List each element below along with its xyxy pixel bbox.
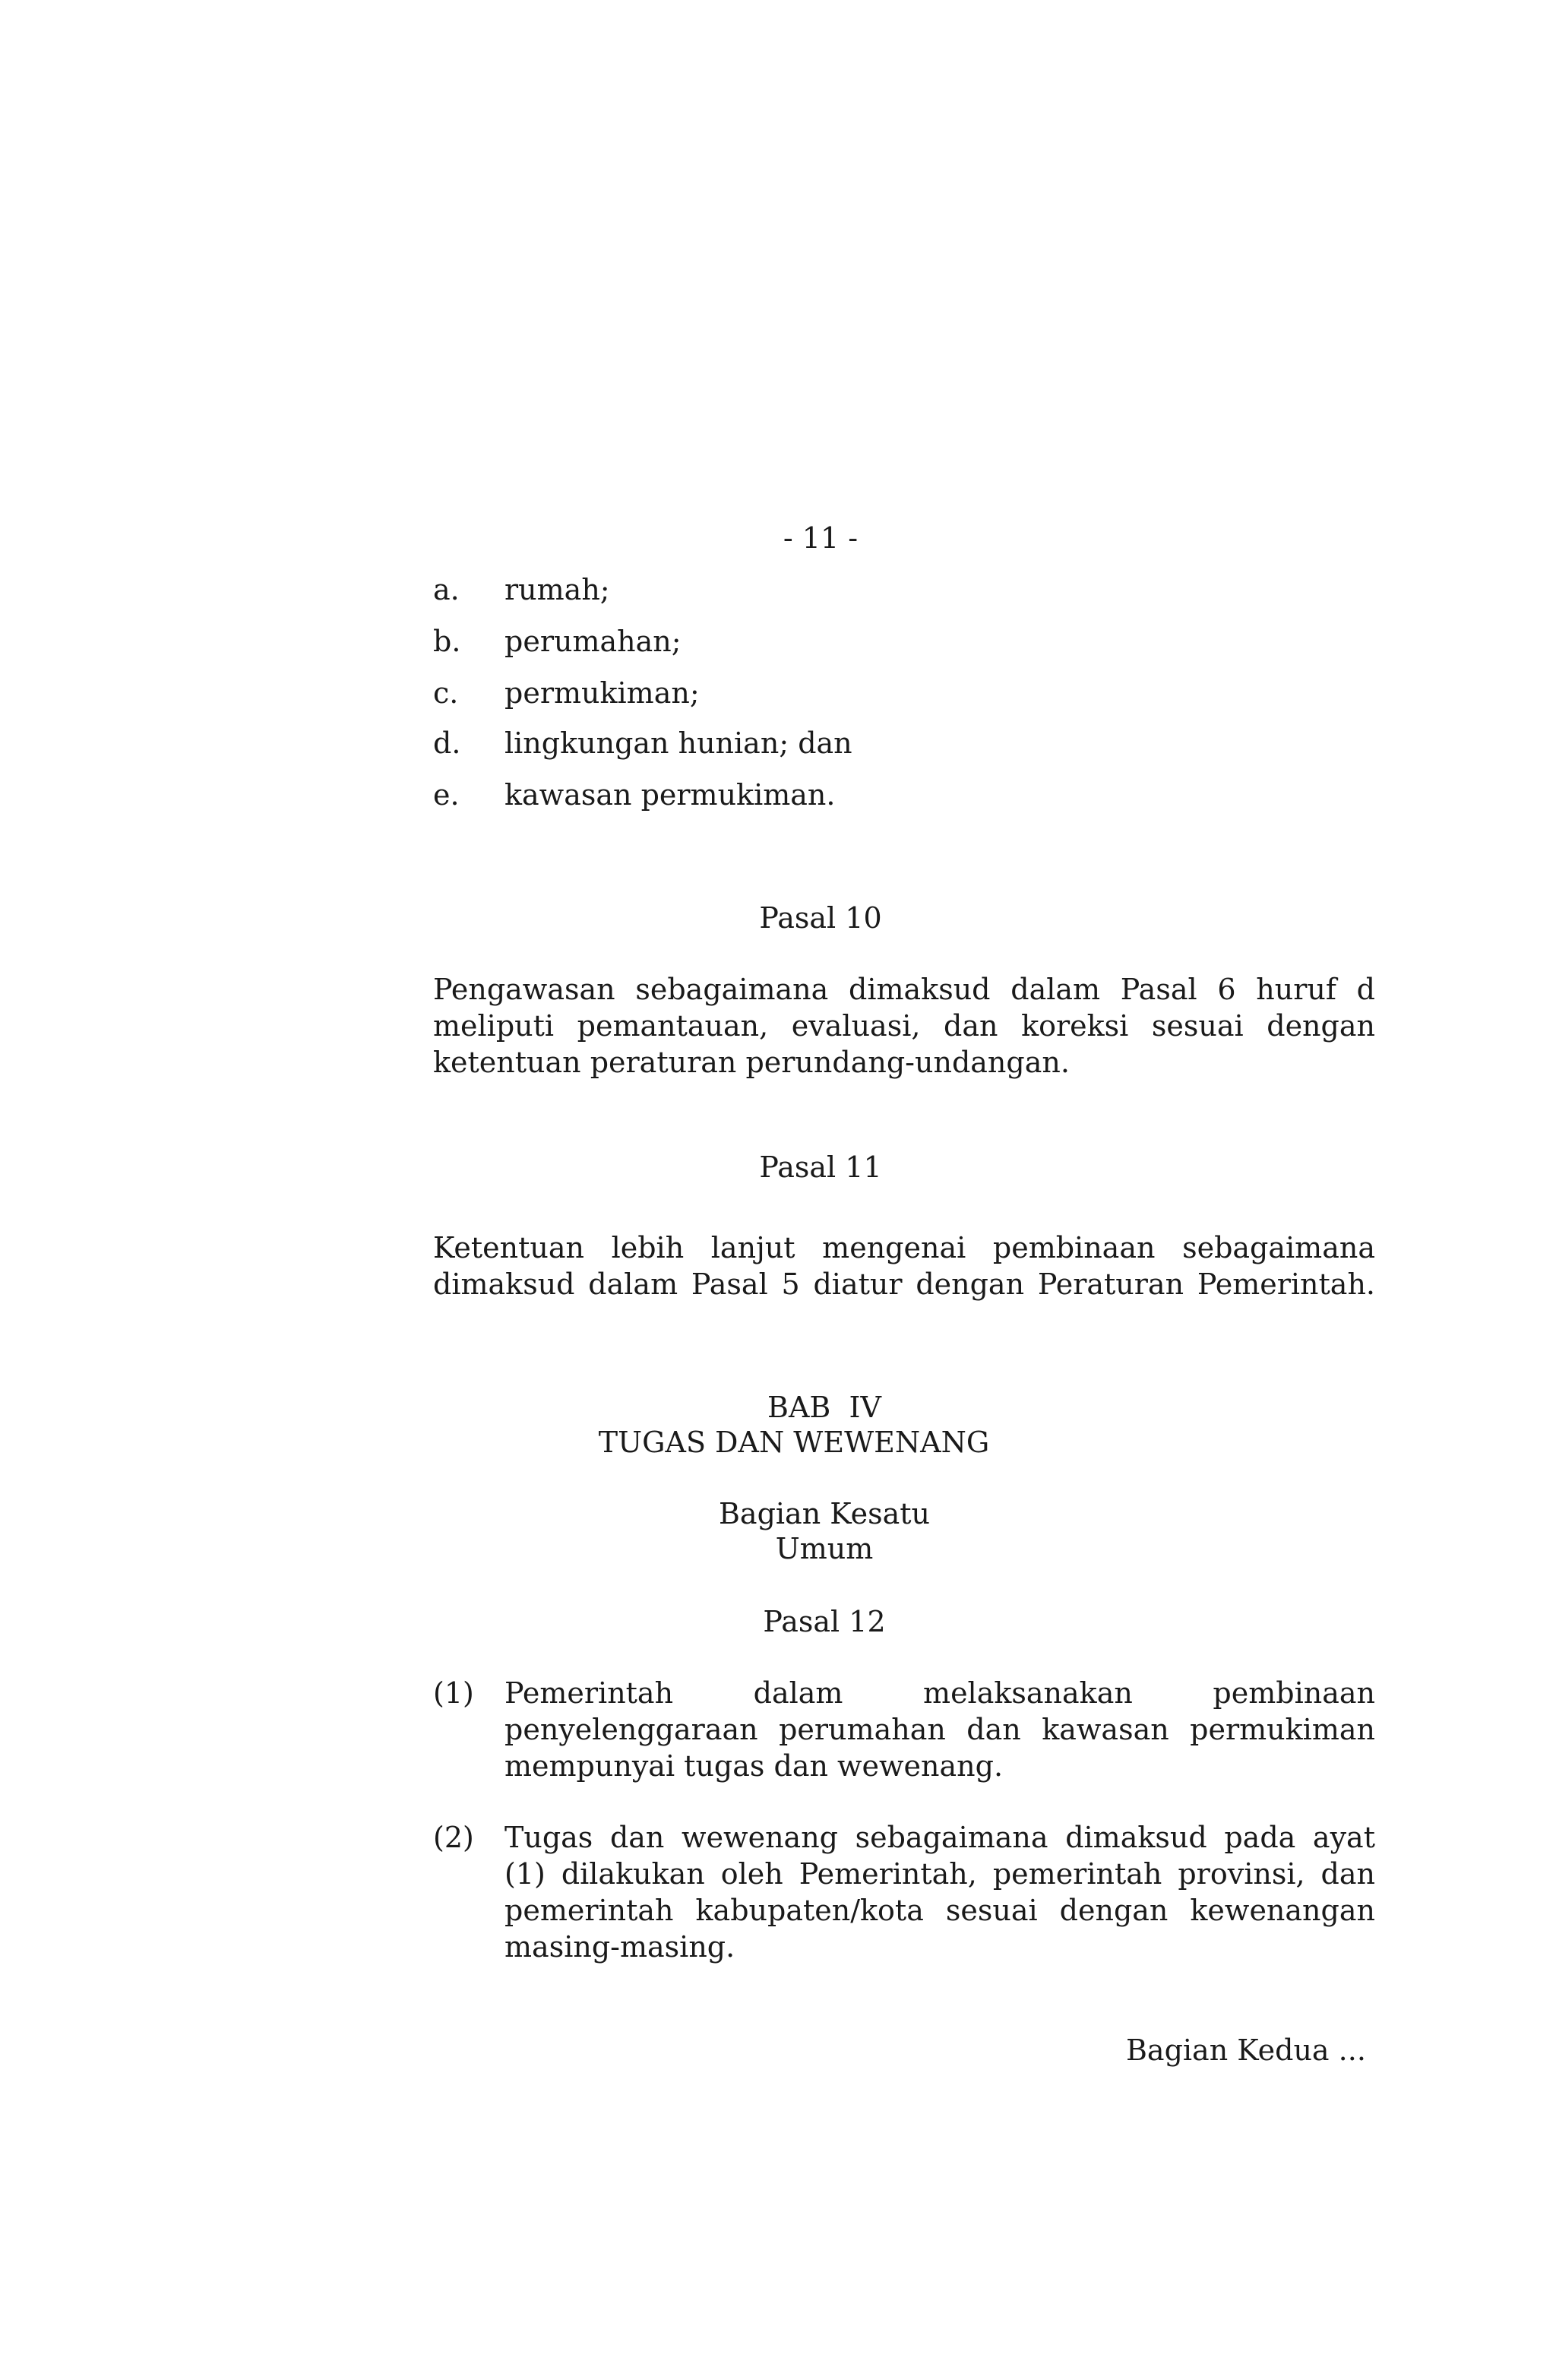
paragraph-line: dimaksud dalam Pasal 5 diatur dengan Peraturan Pemerintah. xyxy=(433,1268,1375,1301)
list-item-text: perumahan; xyxy=(504,625,682,658)
paragraph-line: Pengawasan sebagaimana dimaksud dalam Pasal 6 huruf d xyxy=(433,973,1375,1006)
ayat-marker: (2) xyxy=(433,1821,474,1854)
paragraph-line: ketentuan peraturan perundang-undangan. xyxy=(433,1046,1070,1079)
paragraph-line: Tugas dan wewenang sebagaimana dimaksud pada ayat xyxy=(504,1821,1375,1854)
ayat-marker: (1) xyxy=(433,1676,474,1710)
list-item-text: permukiman; xyxy=(504,676,700,710)
paragraph-line: masing-masing. xyxy=(504,1930,735,1964)
paragraph-line: meliputi pemantauan, evaluasi, dan koreksi sesuai dengan xyxy=(433,1009,1375,1043)
list-marker: b. xyxy=(433,625,461,658)
list-marker: e. xyxy=(433,778,460,812)
chapter-title: TUGAS DAN WEWENANG xyxy=(598,1426,990,1459)
paragraph-line: Pemerintah dalam melaksanakan pembinaan xyxy=(504,1676,1375,1710)
list-marker: a. xyxy=(433,573,460,606)
pasal-12-title: Pasal 12 xyxy=(763,1605,886,1638)
list-item-text: rumah; xyxy=(504,573,610,606)
pasal-10-title: Pasal 10 xyxy=(759,901,882,935)
paragraph-line: penyelenggaraan perumahan dan kawasan permukiman xyxy=(504,1713,1375,1746)
page-number: - 11 - xyxy=(783,521,859,555)
paragraph-line: mempunyai tugas dan wewenang. xyxy=(504,1749,1004,1783)
pasal-11-title: Pasal 11 xyxy=(759,1150,882,1184)
section-number: Bagian Kesatu xyxy=(718,1497,931,1530)
chapter-number: BAB IV xyxy=(767,1391,881,1424)
paragraph-line: (1) dilakukan oleh Pemerintah, pemerintah provinsi, dan xyxy=(504,1857,1375,1891)
continuation-text: Bagian Kedua ... xyxy=(1126,2033,1366,2067)
list-marker: d. xyxy=(433,726,461,760)
paragraph-line: Ketentuan lebih lanjut mengenai pembinaan sebagaimana xyxy=(433,1231,1375,1264)
list-item-text: kawasan permukiman. xyxy=(504,778,836,812)
section-title: Umum xyxy=(775,1532,874,1565)
list-item-text: lingkungan hunian; dan xyxy=(504,726,852,760)
paragraph-line: pemerintah kabupaten/kota sesuai dengan kewenangan xyxy=(504,1894,1375,1927)
list-marker: c. xyxy=(433,676,459,710)
